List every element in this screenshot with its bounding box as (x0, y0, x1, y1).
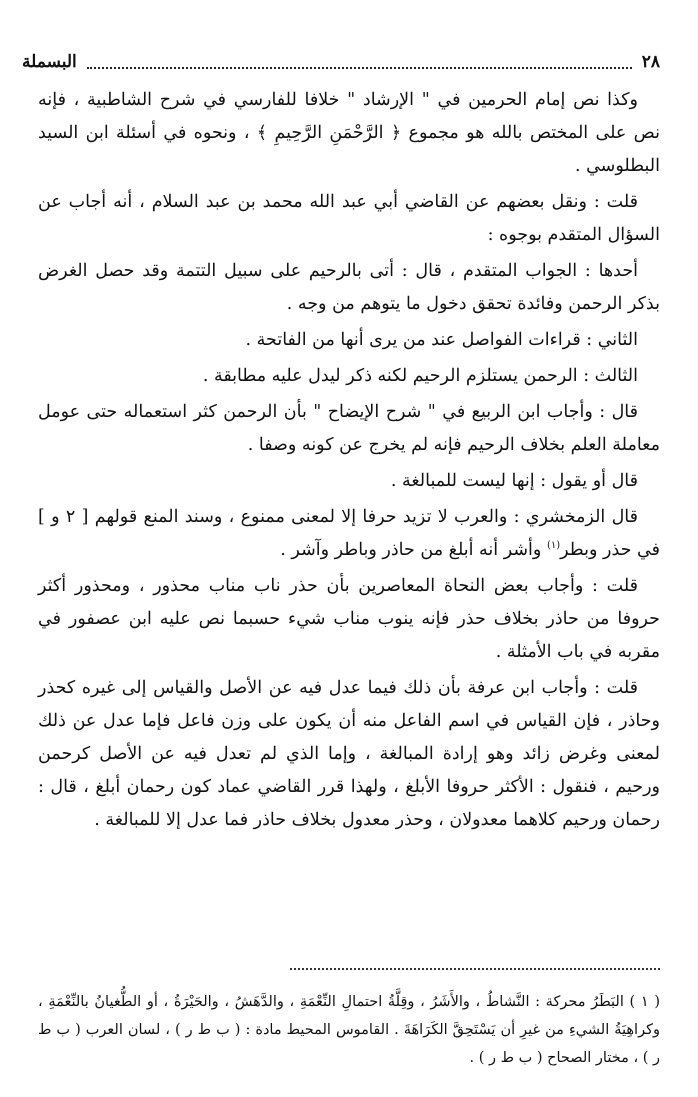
paragraph: الثالث : الرحمن يستلزم الرحيم لكنه ذكر ليدل عليه مطابقة . (202, 366, 638, 386)
page-header (22, 48, 660, 76)
paragraph: أحدها : الجواب المتقدم ، قال : أتى بالرحيم على سبيل التتمة وقد حصل الغرض بذكر الرحمن وفائدة تحقق دخول ما يتوهم من وجه . (38, 261, 660, 314)
paragraph-zamakhshari (38, 501, 660, 567)
page-number: ٢٨ (641, 52, 660, 72)
footnote-section (38, 988, 660, 1072)
paragraph: وكذا نص إمام الحرمين في " الإرشاد " خلافا للفارسي في شرح الشاطبية ، فإنه نص على المختص بالله هو مجموع ﴿ الرَّحْمَنِ الرَّحِيمِ ﴾ ، ونحوه في أسئلة ابن السيد البطلوسي . (38, 90, 660, 176)
paragraph: قال : وأجاب ابن الربيع في " شرح الإيضاح " بأن الرحمن كثر استعماله حتى عومل معاملة العلم بخلاف الرحيم فإنه لم يخرج عن كونه وصفا . (38, 402, 660, 455)
main-text (38, 84, 660, 840)
footnote-separator (290, 968, 660, 970)
footnote-text: ( ١ ) البَطَرُ محركة : النَّشاطُ ، والأَشَرُ ، وقِلَّةُ احتمالِ النِّعْمَةِ ، والدَّهَشُ ، والحَيْرَةُ ، أو الطُّغيانُ بالنِّعْمَةِ ، وكراهِيَةُ الشيءِ من غيرِ أن يَسْتَحِقَّ الكَرَاهَةَ . القاموس المحيط مادة : ( ب ط ر ) ، لسان العرب ( ب ط ر ) ، مختار الصحاح ( ب ط ر ) . (38, 994, 660, 1066)
footnote-marker: (١) (546, 540, 561, 552)
paragraph: قلت : وأجاب ابن عرفة بأن ذلك فيما عدل فيه عن الأصل والقياس إلى غيره كحذر وحاذر ، فإن القياس في اسم الفاعل منه أن يكون على وزن فاعل فإما عدل عن ذلك لمعنى وغرض زائد وهو إرادة المبالغة ، وإما الذي لم تعدل فيه عن الأصل كرحمن ورحيم ، فنقول : الأكثر حروفا الأبلغ ، ولهذا قرر القاضي عماد كون رحمان أبلغ ، قال : رحمان ورحيم كلاهما معدولان ، وحذر معدول بخلاف حاذر فما عدل إلا للمبالغة . (38, 678, 660, 830)
paragraph-text: قال الزمخشري : والعرب لا تزيد حرفا إلا لمعنى ممنوع ، وسند المنع قولهم [ ٢ و ] في حذر وبطر (38, 507, 660, 560)
running-title: البسملة (22, 52, 77, 72)
paragraph: قلت : وأجاب بعض النحاة المعاصرين بأن حذر ناب مناب محذور ، ومحذور أكثر حروفا من حاذر بخلاف حذر فإنه ينوب مناب شيء حسبما نص عليه ابن عصفور في مقربه في باب الأمثلة . (38, 576, 660, 662)
paragraph: الثاني : قراءات الفواصل عند من يرى أنها من الفاتحة . (245, 330, 638, 350)
paragraph: قال أو يقول : إنها ليست للمبالغة . (390, 471, 638, 491)
header-dotted-rule (87, 55, 632, 69)
paragraph: قلت : ونقل بعضهم عن القاضي أبي عبد الله محمد بن عبد السلام ، أنه أجاب عن السؤال المتقدم بوجوه : (38, 192, 660, 245)
paragraph-text-tail: وأشر أنه أبلغ من حاذر وباطر وآشر . (280, 540, 542, 560)
